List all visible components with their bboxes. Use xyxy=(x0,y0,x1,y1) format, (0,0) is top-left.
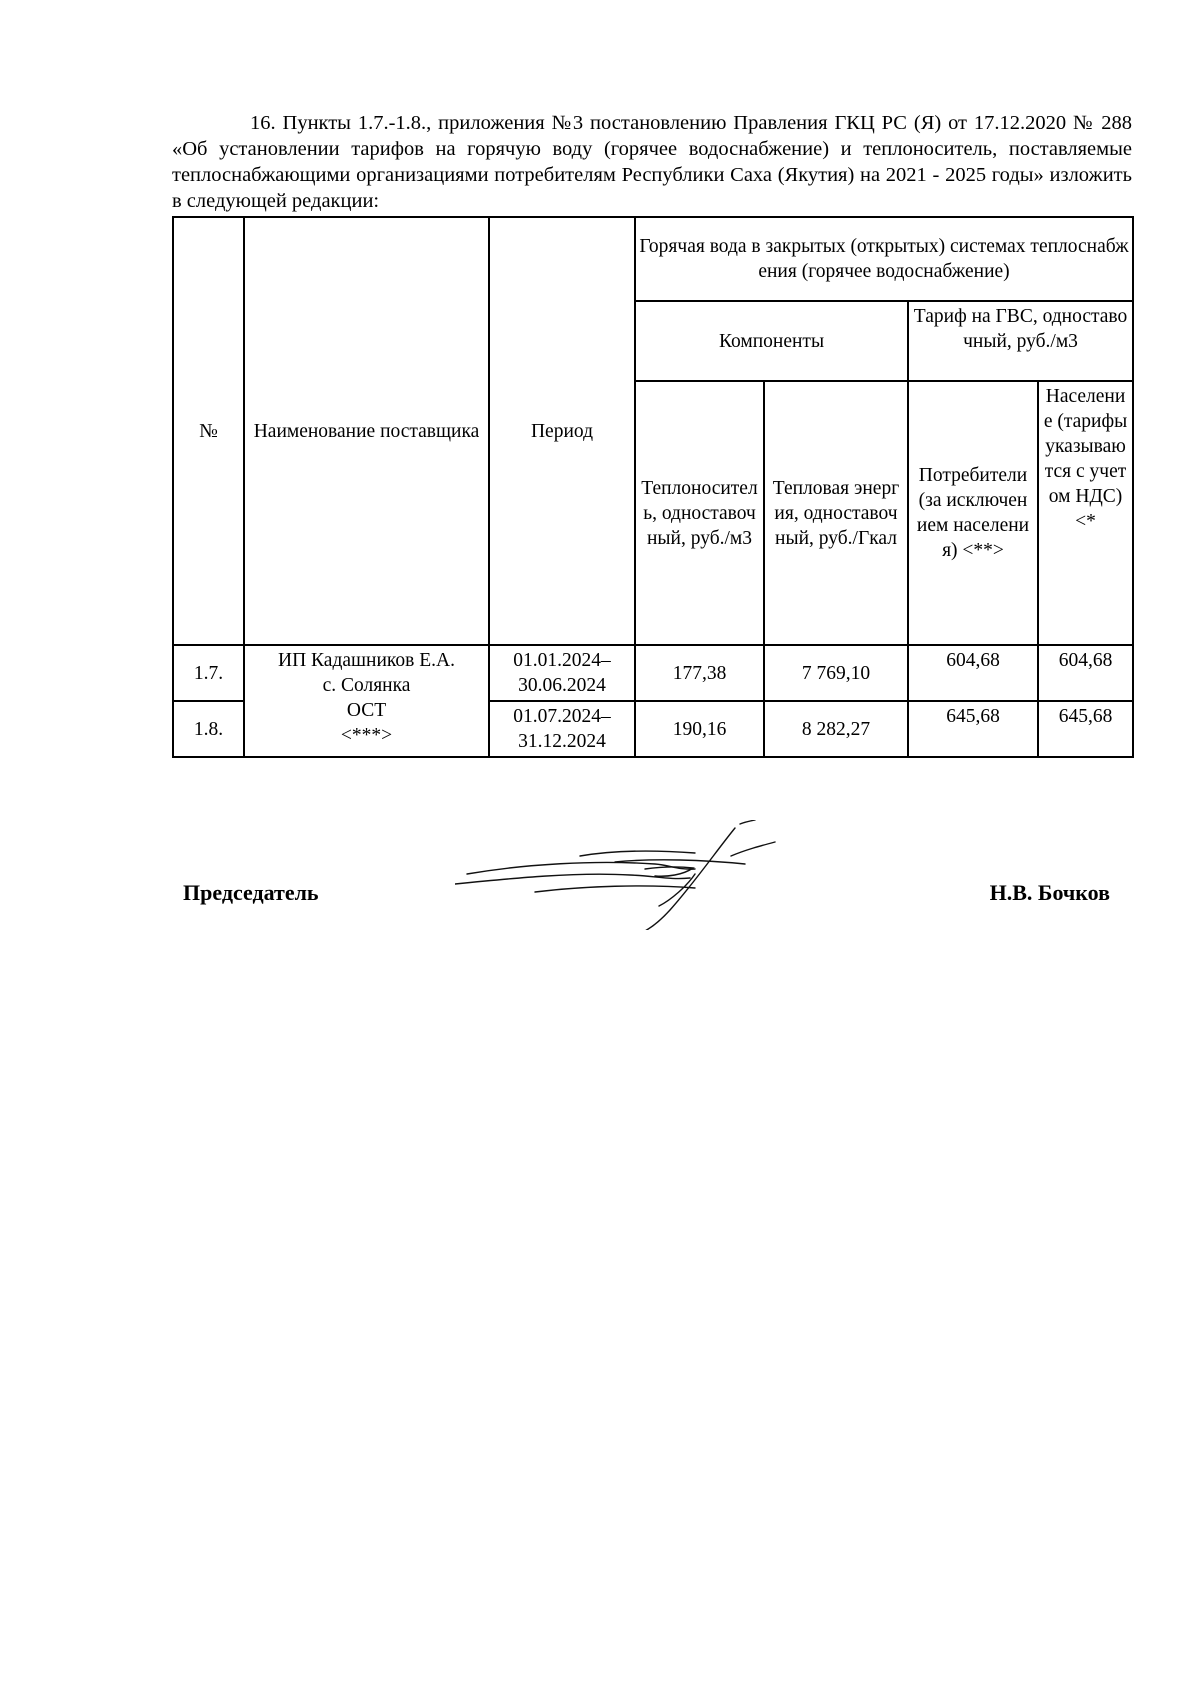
row-heat-energy: 8 282,27 xyxy=(764,701,908,757)
row-period xyxy=(489,645,635,701)
row-population: 645,68 xyxy=(1038,701,1133,757)
header-consumers: Потребители (за исключением населения) <**> xyxy=(908,381,1038,645)
row-coolant: 177,38 xyxy=(635,645,764,701)
signatory-title: Председатель xyxy=(183,880,319,905)
supplier-name: ИП Кадашников Е.А. xyxy=(278,650,455,671)
row-period xyxy=(489,701,635,757)
header-components: Компоненты xyxy=(635,301,908,381)
period-end: 31.12.2024 xyxy=(518,731,606,752)
row-population: 604,68 xyxy=(1038,645,1133,701)
header-heat-energy: Тепловая энергия, одноставочный, руб./Гкал xyxy=(764,381,908,645)
row-consumers: 604,68 xyxy=(908,645,1038,701)
header-population: Население (тарифы указываются с учетом НДС) <* xyxy=(1038,381,1133,645)
row-num: 1.8. xyxy=(173,701,244,757)
header-period: Период xyxy=(489,217,635,645)
amendment-paragraph: 16. Пункты 1.7.-1.8., приложения №3 постановлению Правления ГКЦ РС (Я) от 17.12.2020 № 288 «Об установлении тарифов на горячую воду (горячее водоснабжение) и теплоноситель, поставляемые теплоснабжающими организациями потребителям Республики Саха (Якутия) на 2021 - 2025 годы» изложить в следующей редакции: xyxy=(172,112,1132,212)
header-hot-water-group: Горячая вода в закрытых (открытых) системах теплоснабжения (горячее водоснабжение) xyxy=(635,217,1133,301)
tariff-table xyxy=(172,216,1134,758)
period-end: 30.06.2024 xyxy=(518,675,606,696)
header-num: № xyxy=(173,217,244,645)
header-tariff: Тариф на ГВС, одноставочный, руб./м3 xyxy=(908,301,1133,381)
table-row xyxy=(173,645,1133,701)
period-start: 01.07.2024– xyxy=(513,706,611,727)
supplier-footnote: <***> xyxy=(340,725,393,746)
period-start: 01.01.2024– xyxy=(513,650,611,671)
row-consumers: 645,68 xyxy=(908,701,1038,757)
supplier-locality: с. Солянка xyxy=(322,675,411,696)
supplier-system: ОСТ xyxy=(346,700,387,721)
header-coolant: Теплоноситель, одноставочный, руб./м3 xyxy=(635,381,764,645)
signatory-name: Н.В. Бочков xyxy=(989,880,1110,905)
header-supplier: Наименование поставщика xyxy=(244,217,489,645)
row-coolant: 190,16 xyxy=(635,701,764,757)
supplier-cell xyxy=(244,645,489,757)
handwritten-signature xyxy=(455,820,785,930)
row-heat-energy: 7 769,10 xyxy=(764,645,908,701)
row-num: 1.7. xyxy=(173,645,244,701)
